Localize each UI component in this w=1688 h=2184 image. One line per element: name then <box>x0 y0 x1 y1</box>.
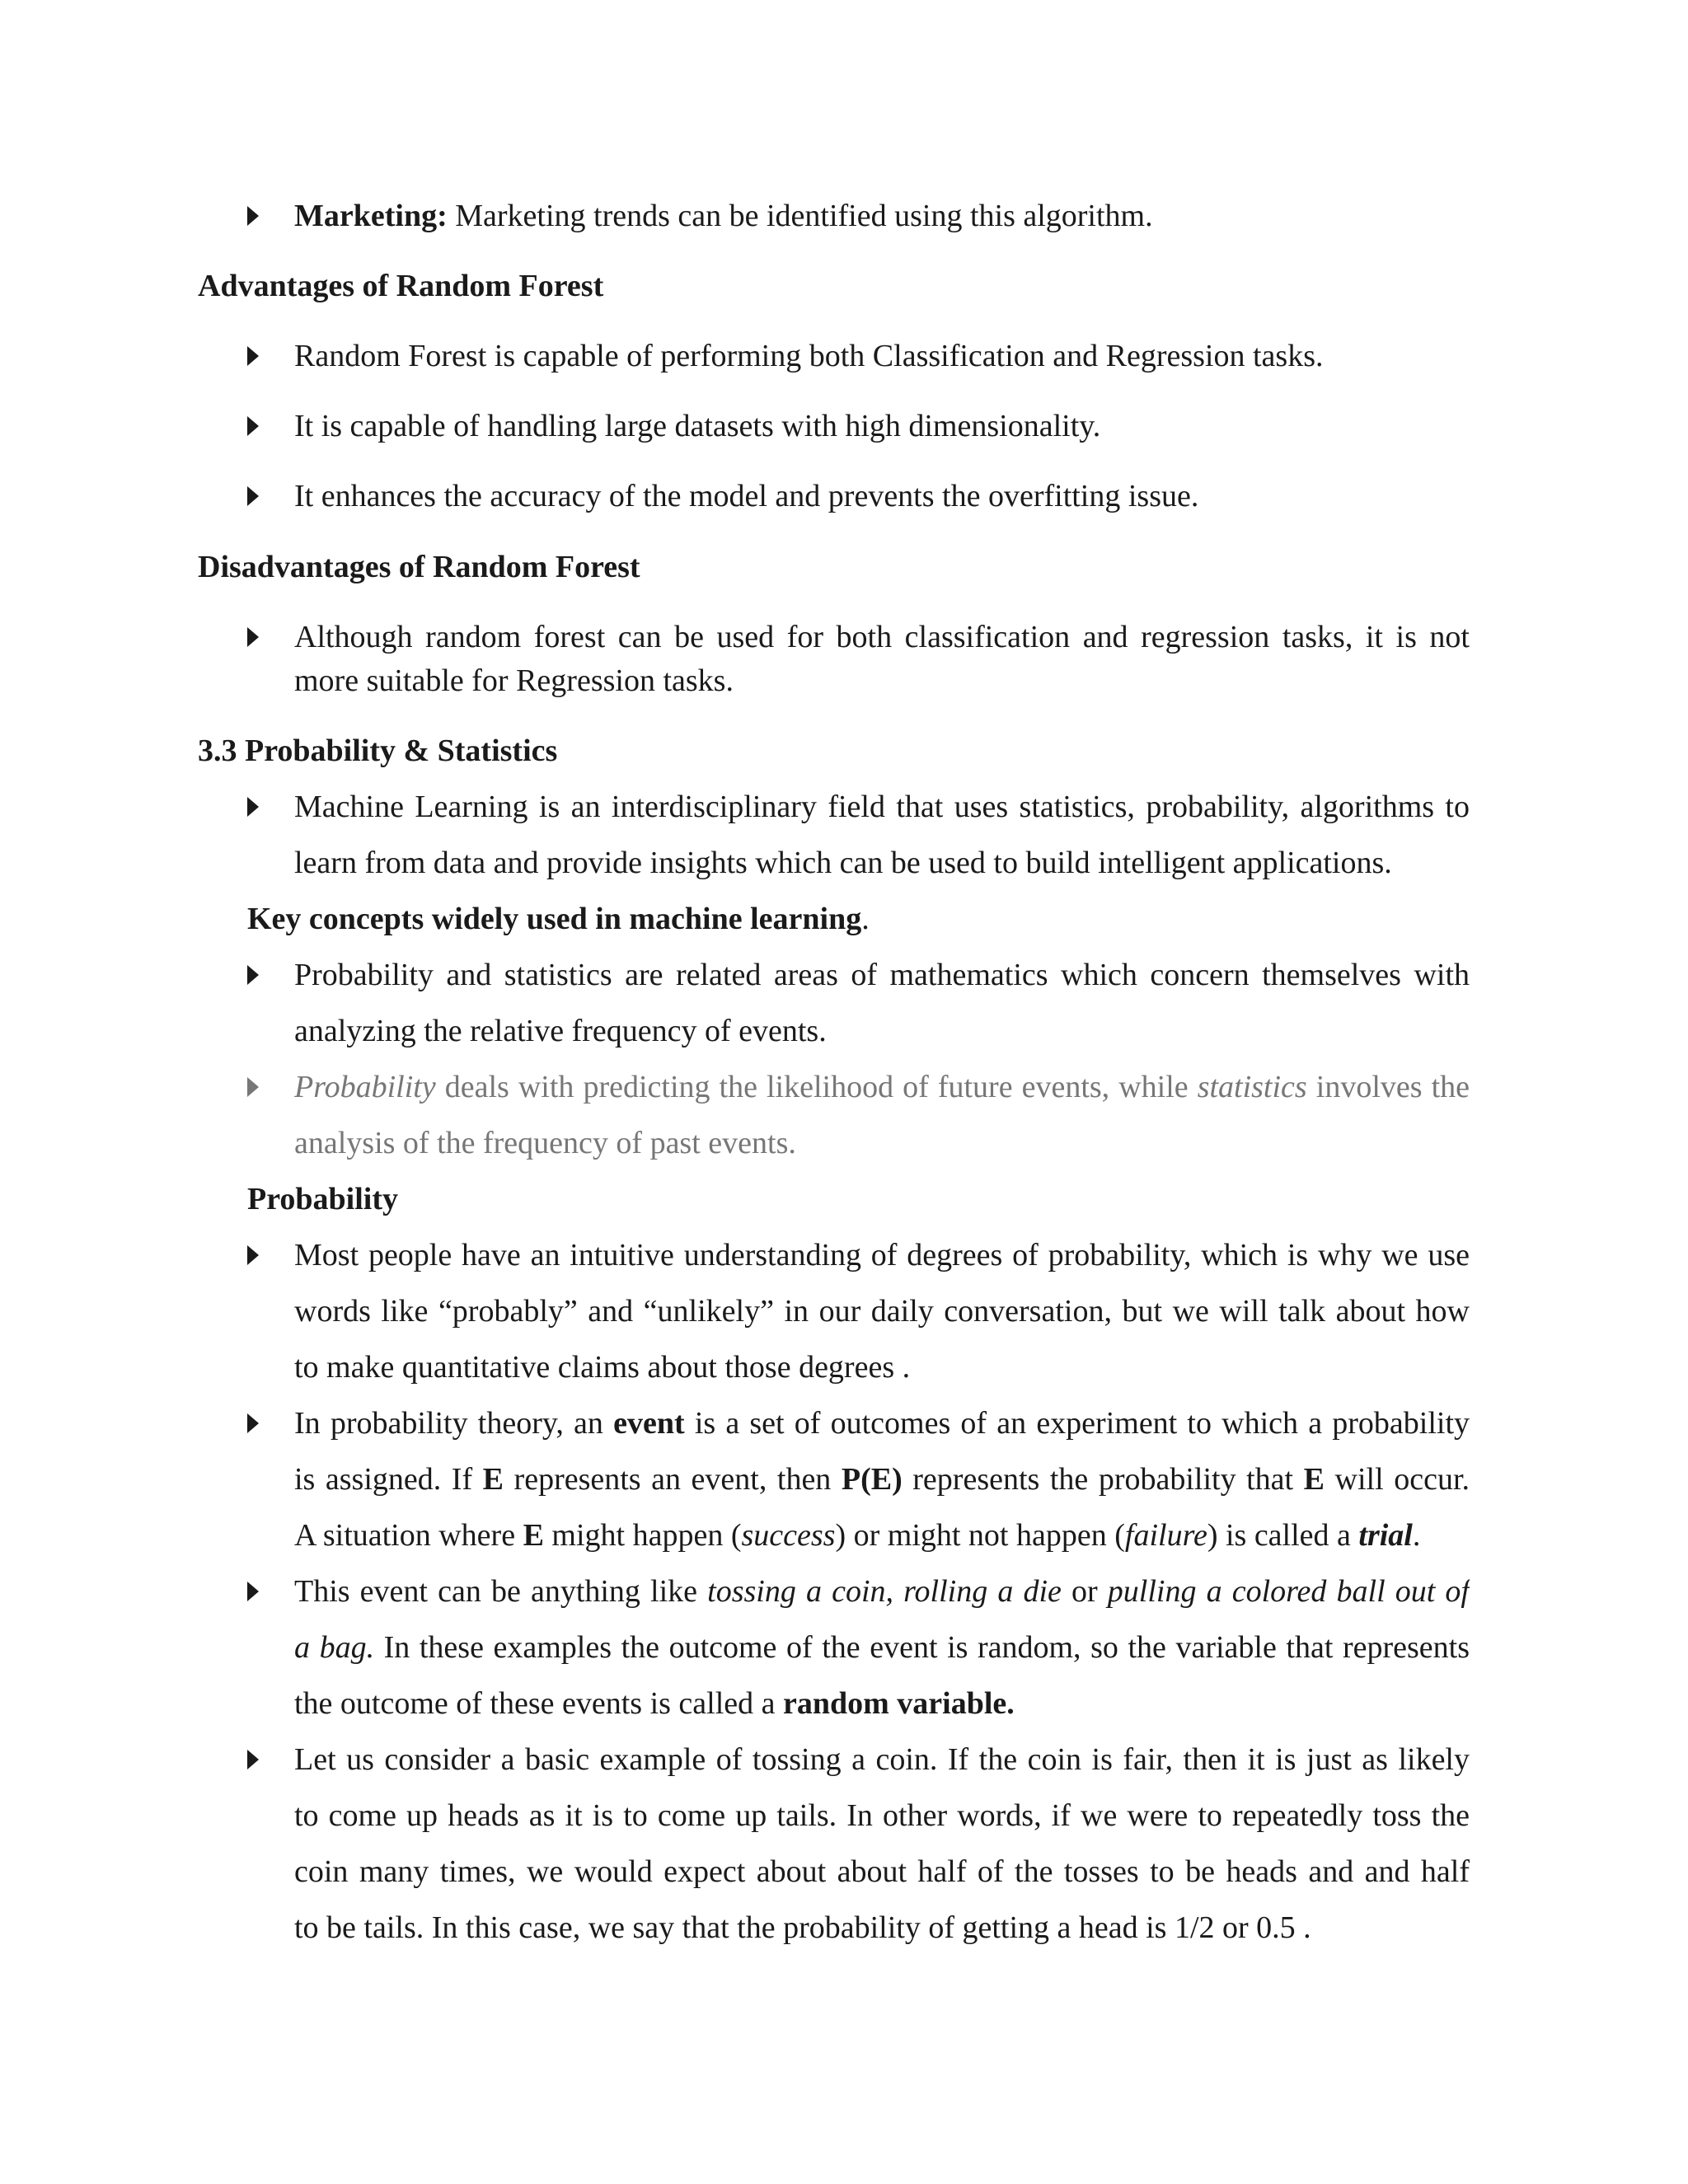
text-run: . <box>1412 1518 1421 1553</box>
paragraph-line: to be tails. In this case, we say that the probability of getting a head is 1/2 or 0.5 . <box>294 1910 1311 1945</box>
marketing-text: Marketing trends can be identified using this algorithm. <box>447 199 1153 233</box>
disadvantages-heading: Disadvantages of Random Forest <box>198 550 640 584</box>
term-success: success <box>741 1518 836 1553</box>
disadvantage-item-line: Although random forest can be used for both classification and regression tasks, it is not <box>294 620 1470 654</box>
advantage-item: Random Forest is capable of performing both Classification and Regression tasks. <box>294 339 1324 373</box>
text-run: ) or might not happen ( <box>835 1518 1125 1553</box>
paragraph-line <box>294 1684 1015 1723</box>
paragraph-line: Most people have an intuitive understanding of degrees of probability, which is why we use <box>294 1238 1470 1272</box>
advantages-heading: Advantages of Random Forest <box>198 269 604 303</box>
text-run: the outcome of these events is called a <box>294 1686 784 1721</box>
bullet-marker <box>247 206 259 226</box>
intro-line: learn from data and provide insights which can be used to build intelligent applications. <box>294 846 1392 880</box>
term-trial: trial <box>1358 1518 1413 1553</box>
paragraph-line <box>294 1404 1470 1443</box>
bullet-marker <box>247 1750 259 1769</box>
paragraph-line: to come up heads as it is to come up tails. In other words, if we were to repeatedly toss the <box>294 1798 1470 1833</box>
paragraph-line: coin many times, we would expect about about half of the tosses to be heads and and half <box>294 1854 1470 1889</box>
paragraph-line <box>294 1460 1470 1499</box>
key-concepts-title: Key concepts widely used in machine learning <box>247 902 862 936</box>
key-concept-line <box>294 1067 1470 1107</box>
term-event: event <box>613 1406 685 1441</box>
section-heading: 3.3 Probability & Statistics <box>198 733 558 768</box>
example-text: a bag. <box>294 1630 375 1665</box>
key-concept-text: deals with predicting the likelihood of future events, while <box>435 1070 1198 1104</box>
symbol-pe: P(E) <box>841 1462 903 1497</box>
bullet-marker <box>247 797 259 817</box>
bullet-marker <box>247 486 259 506</box>
key-concept-line: Probability and statistics are related areas of mathematics which concern themselves with <box>294 958 1470 992</box>
bullet-marker <box>247 1582 259 1601</box>
key-concept-line: analyzing the relative frequency of events. <box>294 1014 827 1048</box>
text-run: might happen ( <box>543 1518 742 1553</box>
key-concept-line: analysis of the frequency of past events. <box>294 1126 796 1160</box>
paragraph-line: Let us consider a basic example of tossing a coin. If the coin is fair, then it is just as likely <box>294 1742 1470 1777</box>
bullet-marker <box>247 965 259 985</box>
term-statistics: statistics <box>1197 1070 1307 1104</box>
text-run: In probability theory, an <box>294 1406 614 1441</box>
text-run: is assigned. If <box>294 1462 483 1497</box>
paragraph-line: to make quantitative claims about those degrees . <box>294 1350 911 1385</box>
bullet-marker <box>247 1245 259 1265</box>
intro-line: Machine Learning is an interdisciplinary field that uses statistics, probability, algorithms to <box>294 790 1470 824</box>
bullet-marker <box>247 1413 259 1433</box>
disadvantage-item-line: more suitable for Regression tasks. <box>294 663 734 698</box>
paragraph-line <box>294 1628 1470 1667</box>
paragraph-line: words like “probably” and “unlikely” in our daily conversation, but we will talk about how <box>294 1294 1470 1329</box>
probability-heading: Probability <box>247 1182 398 1216</box>
term-failure: failure <box>1124 1518 1207 1553</box>
text-run: In these examples the outcome of the event is random, so the variable that represents <box>374 1630 1470 1665</box>
text-run: A situation where <box>294 1518 523 1553</box>
text-run: represents the probability that <box>902 1462 1304 1497</box>
advantage-item: It is capable of handling large datasets with high dimensionality. <box>294 409 1101 443</box>
example-text: pulling a colored ball out of <box>1107 1574 1470 1609</box>
bullet-marker <box>247 1077 259 1097</box>
text-run: represents an event, then <box>504 1462 842 1497</box>
text-run: This event can be anything like <box>294 1574 708 1609</box>
example-text: tossing a coin, rolling a die <box>707 1574 1062 1609</box>
term-random-variable: random variable. <box>783 1686 1015 1721</box>
advantage-item: It enhances the accuracy of the model and prevents the overfitting issue. <box>294 479 1199 513</box>
symbol-e: E <box>1303 1462 1325 1497</box>
bullet-marker <box>247 346 259 366</box>
key-concept-text: involves the <box>1306 1070 1470 1104</box>
bullet-marker <box>247 627 259 647</box>
paragraph-line <box>294 1572 1470 1611</box>
key-concepts-heading <box>247 899 870 939</box>
marketing-item <box>294 196 1153 236</box>
text-run: or <box>1061 1574 1108 1609</box>
term-probability: Probability <box>294 1070 436 1104</box>
paragraph-line <box>294 1516 1420 1555</box>
symbol-e: E <box>482 1462 504 1497</box>
bullet-marker <box>247 416 259 436</box>
marketing-label: Marketing: <box>294 199 448 233</box>
key-concepts-period: . <box>861 902 870 936</box>
text-run: ) is called a <box>1207 1518 1359 1553</box>
text-run: is a set of outcomes of an experiment to which a probability <box>684 1406 1470 1441</box>
symbol-e: E <box>523 1518 544 1553</box>
text-run: will occur. <box>1325 1462 1470 1497</box>
